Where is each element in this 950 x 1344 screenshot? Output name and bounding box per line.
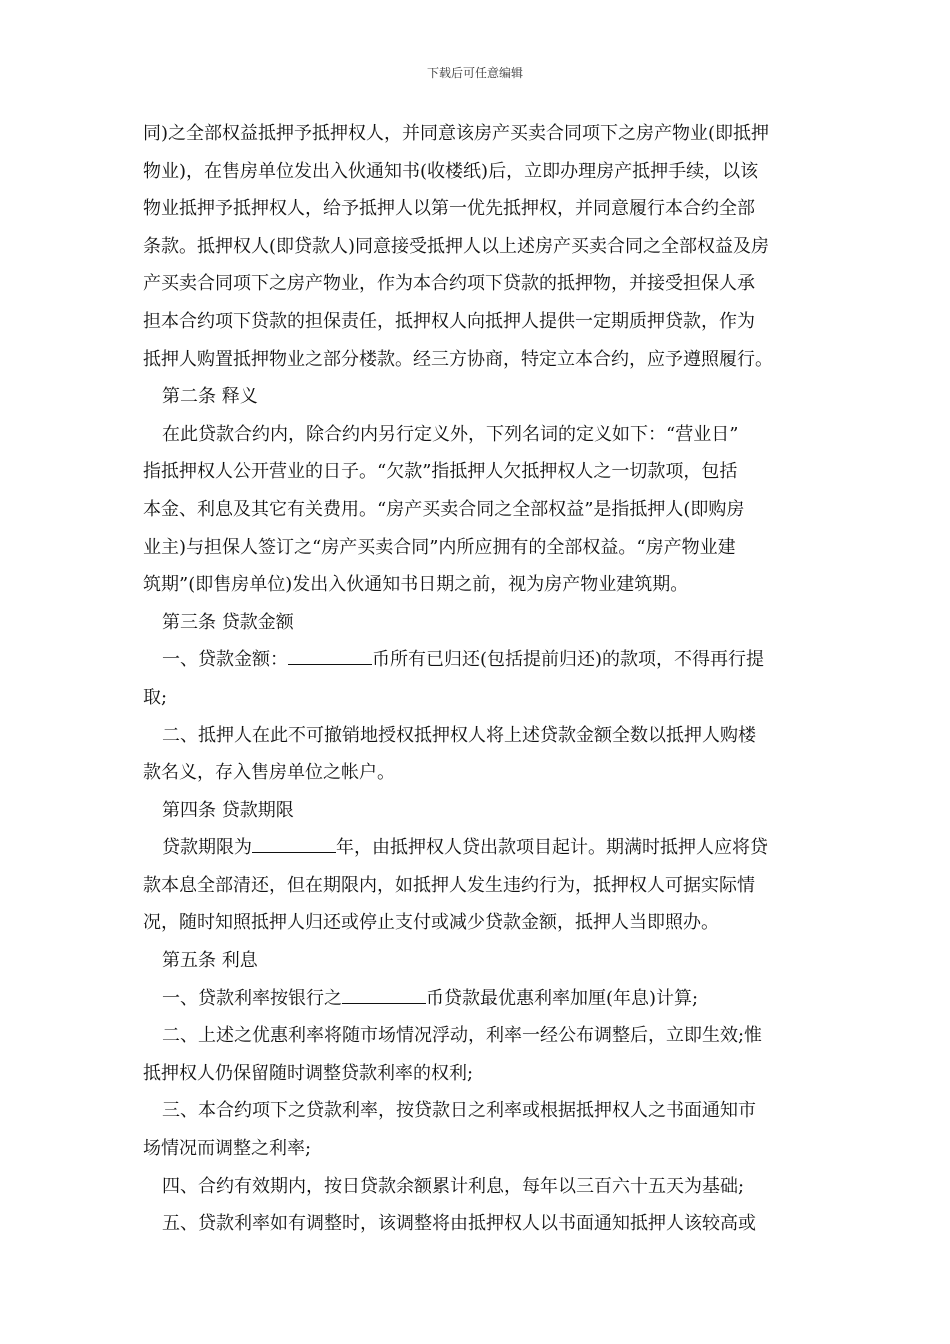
paragraph-line: 取; [143,686,168,708]
paragraph-line [143,980,808,1018]
paragraph-line: 担本合约项下贷款的担保责任，抵押权人向抵押人提供一定期质押贷款，作为 [143,310,755,332]
paragraph-line: 条款。抵押权人(即贷款人)同意接受抵押人以上述房产买卖合同之全部权益及房 [143,235,770,257]
fill-in-blank[interactable] [342,985,426,1004]
paragraph-line: 指抵押权人公开营业的日子。“欠款”指抵押人欠抵押权人之一切款项，包括 [143,461,738,483]
line-text: 贷款期限为 [162,837,252,859]
paragraph-line: 场情况而调整之利率; [143,1138,312,1160]
paragraph-line: 在此贷款合约内，除合约内另行定义外，下列名词的定义如下：“营业日” [162,423,739,445]
fill-in-blank[interactable] [288,646,372,665]
fill-in-blank[interactable] [252,834,336,853]
paragraph-line: 本金、利息及其它有关费用。“房产买卖合同之全部权益”是指抵押人(即购房 [143,498,745,520]
paragraph-line: 五、贷款利率如有调整时，该调整将由抵押权人以书面通知抵押人该较高或 [162,1213,756,1235]
article-heading: 第四条 贷款期限 [162,799,294,821]
line-text: 币所有已归还(包括提前归还)的款项，不得再行提 [372,649,765,671]
paragraph-line: 物业抵押予抵押权人，给予抵押人以第一优先抵押权，并同意履行本合约全部 [143,198,755,220]
paragraph-line: 抵押权人仍保留随时调整贷款利率的权利; [143,1062,474,1084]
line-text: 一、贷款利率按银行之 [162,987,342,1009]
line-text: 币贷款最优惠利率加厘(年息)计算; [426,987,699,1009]
article-heading: 第三条 贷款金额 [162,611,294,633]
paragraph-line: 三、本合约项下之贷款利率，按贷款日之利率或根据抵押权人之书面通知市 [162,1100,756,1122]
paragraph-line: 抵押人购置抵押物业之部分楼款。经三方协商，特定立本合约，应予遵照履行。 [143,348,773,370]
paragraph-line: 二、上述之优惠利率将随市场情况浮动，利率一经公布调整后，立即生效;惟 [162,1025,763,1047]
paragraph-line: 业主)与担保人签订之“房产买卖合同”内所应拥有的全部权益。“房产物业建 [143,536,736,558]
article-heading: 第五条 利息 [162,950,258,972]
paragraph-line: 物业)，在售房单位发出入伙通知书(收楼纸)后，立即办理房产抵押手续，以该 [143,160,759,182]
article-heading: 第二条 释义 [162,386,258,408]
paragraph-line: 款名义，存入售房单位之帐户。 [143,762,395,784]
paragraph-line: 二、抵押人在此不可撤销地授权抵押权人将上述贷款金额全数以抵押人购楼 [162,724,756,746]
paragraph-line: 同)之全部权益抵押予抵押权人，并同意该房产买卖合同项下之房产物业(即抵押 [143,123,770,144]
paragraph-line: 筑期”(即售房单位)发出入伙通知书日期之前，视为房产物业建筑期。 [143,574,689,596]
paragraph-line: 四、合约有效期内，按日贷款余额累计利息，每年以三百六十五天为基础; [162,1175,745,1197]
paragraph-line [143,641,808,679]
document-body [143,115,808,1243]
paragraph-line: 款本息全部清还，但在期限内，如抵押人发生违约行为，抵押权人可据实际情 [143,874,755,896]
paragraph-line: 况，随时知照抵押人归还或停止支付或减少贷款金额，抵押人当即照办。 [143,912,719,934]
line-text: 一、贷款金额： [162,649,288,671]
line-text: 年，由抵押权人贷出款项目起计。期满时抵押人应将贷 [336,837,768,859]
page-header: 下载后可任意编辑 [426,66,523,80]
paragraph-line [143,829,808,867]
paragraph-line: 产买卖合同项下之房产物业，作为本合约项下贷款的抵押物，并接受担保人承 [143,273,755,295]
